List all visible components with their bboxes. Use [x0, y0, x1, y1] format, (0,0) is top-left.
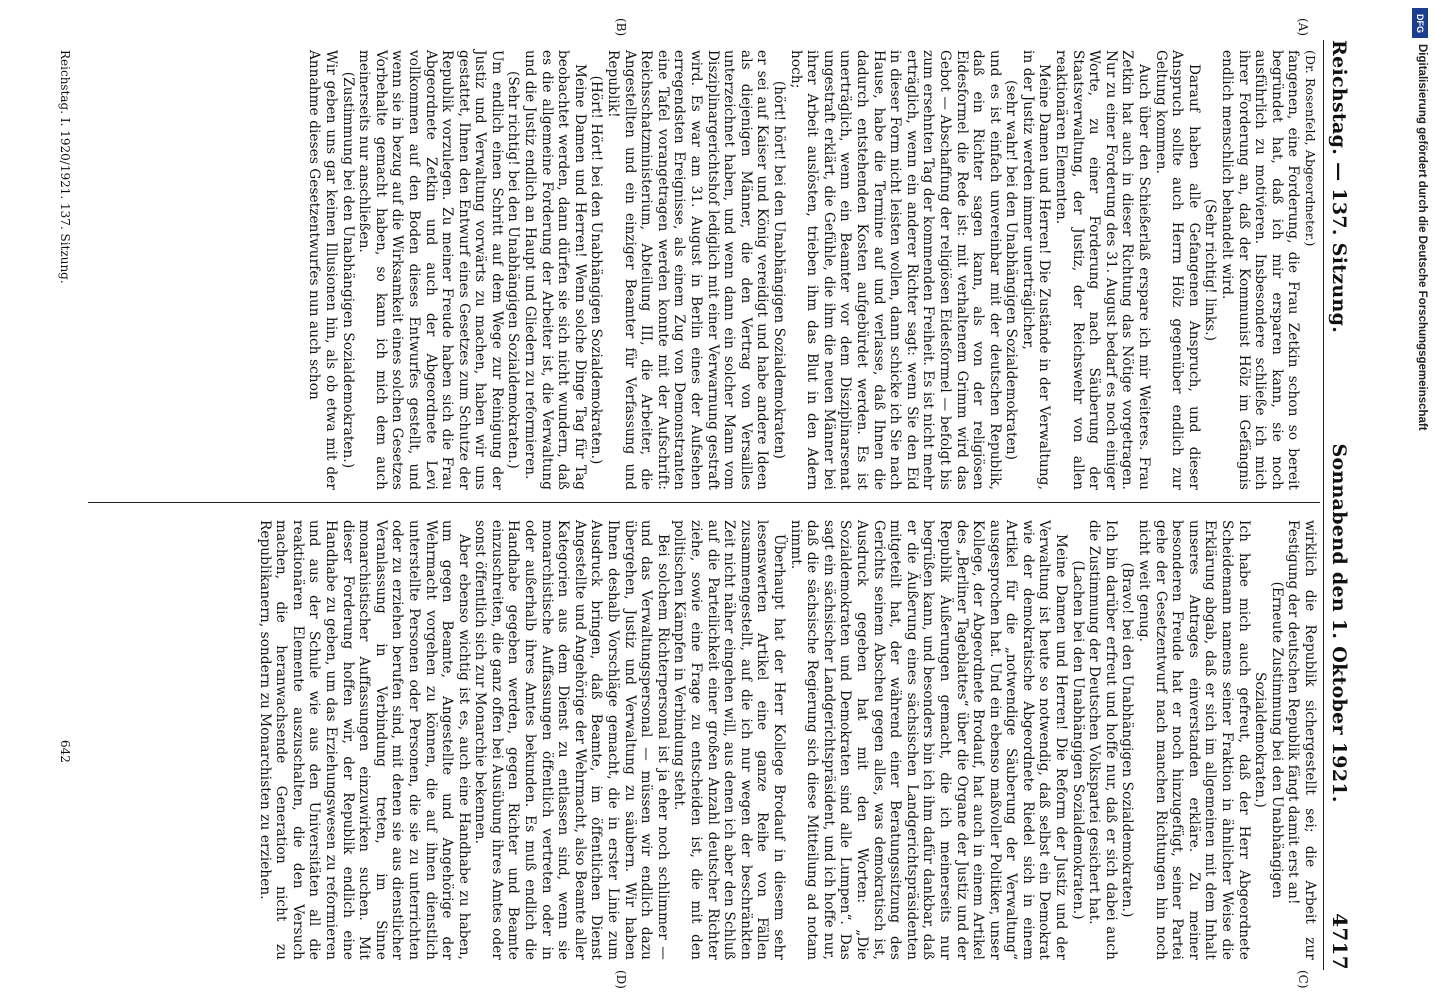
interjection: (sehr wahr! bei den Unabhängigen Sozialdemokraten)	[1003, 79, 1020, 461]
paragraph: Meine Damen und Herren! Wenn solche Dinge Tag für Tag beobachtet werden, dann dürfen sie sich nicht wundern, daß es die allgemeine Forderung der Arbeiter ist, die Verwaltung und die Justiz endlich an Haupt und Gliedern zu reformieren.	[522, 50, 588, 490]
dfg-banner	[1410, 4, 1432, 724]
dfg-logo: DFG	[1412, 8, 1428, 38]
column-divider	[88, 502, 1320, 503]
header-date: Sonnabend den 1. Oktober 1921.	[1328, 443, 1350, 803]
sheet-number: 642	[58, 740, 72, 763]
interjection: (Sehr richtig! bei den Unabhängigen Sozialdemokraten.)	[505, 71, 522, 469]
page-header	[1328, 40, 1360, 970]
paragraph: Um endlich einen Schritt auf dem Wege zur Reinigung der Justiz und Verwaltung vorwärts zu machen, haben wir uns gestattet, Ihnen den Entwurf eines Gesetzes zum Schutze der Republik vorzulegen. Zu meiner Freude haben sich die Frau Abgeordnete Zetkin und auch der Abgeordnete Levi vollkommen auf den Boden dieses Entwurfes gestellt, und wenn sie in bezug auf die Wirksamkeit eines solchen Gesetzes Vorbehalte gemacht haben, so kann ich mich dem auch meinerseits nur anschließen.	[356, 50, 505, 490]
interjection: (Sehr richtig! links.)	[1202, 198, 1219, 342]
marker-d: (D)	[614, 970, 628, 989]
interjection: (Lachen bei den Unabhängigen Sozialdemokraten.)	[1069, 560, 1086, 920]
paragraph: wirklich die Republik sichergestellt sei; die Arbeit zur Festigung der deutschen Republik fängt damit erst an!	[1285, 520, 1318, 960]
interjection: (Bravo! bei den Unabhängigen Sozialdemokraten.)	[1119, 562, 1136, 918]
paragraph: Bei solchem Richterpersonal ist ja eher noch schlimmer — und das Verwaltungspersonal — müssen wir endlich dazu übergehen, Justiz und Verwaltung zu säubern. Wir haben Ihnen deshalb Vorschläge gemacht, die in erster Linie zum Ausdruck bringen, daß Beamte, im öffentlichen Dienst Angestellte und Angehörige der Wehrmacht, also Beamte aller Kategorien aus dem Dienst zu entlassen sind, wenn sie monarchistische Auffassungen öffentlich vertreten oder in oder außerhalb ihres Amtes bekunden. Es muß endlich die Handhabe gegeben werden, gegen Richter und Beamte einzuschreiten, die ganz offen bei Ausübung ihres Amtes oder sonst öffentlich sich zur Monarchie bekennen.	[472, 520, 671, 960]
header-left: Reichstag. — 137. Sitzung.	[1328, 40, 1350, 334]
speaker-line: (Dr. Rosenfeld, Abgeordneter.)	[1303, 50, 1318, 247]
paragraph: Darauf haben alle Gefangenen Anspruch, und dieser Anspruch sollte auch Herrn Hölz gegenüber endlich zur Geltung kommen.	[1152, 50, 1202, 490]
paragraph: Überhaupt hat der Herr Kollege Brodauf in diesem sehr lesenswerten Artikel eine ganze Reihe von Fällen zusammengestellt, auf die ich nur wegen der beschränkten Zeit nicht näher eingehen will, aus denen ich aber den Schluß auf die Parteilichkeit einer großen Anzahl deutscher Richter ziehe, sowie eine Frage zu entscheiden ist, die mit den politischen Kämpfen in Verbindung steht.	[671, 520, 787, 960]
interjection: (Zustimmung bei den Unabhängigen Sozialdemokraten.)	[339, 71, 356, 469]
paragraph: Meine Damen und Herren! Die Zustände in der Verwaltung, in der Justiz werden immer unerträglicher,	[1019, 50, 1053, 490]
dfg-banner-text: Digitalisierung gefördert durch die Deutsche Forschungsgemeinschaft	[1416, 44, 1428, 431]
paragraph: Ich habe mich auch gefreut, daß der Herr Abgeordnete Scheidemann namens seiner Fraktion in ähnlicher Weise die Erklärung abgab, daß er sich im allgemeinen mit dem Inhalt unseres Antrages einverstanden erkläre. Zu meiner besonderen Freude hat er noch hinzugefügt, seiner Partei gehe der Gesetzentwurf nach manchen Richtungen hin noch nicht weit genug.	[1136, 520, 1252, 960]
page-footer: Reichstag. I. 1920/1921. 137. Sitzung.	[58, 50, 72, 284]
paragraph: Ich bin darüber erfreut und hoffe nur, daß er sich dabei auch die Zustimmung der Deutschen Volkspartei gesichert hat.	[1086, 520, 1119, 960]
paragraph: Aber ebenso wichtig ist es, auch eine Handhabe zu haben, um gegen Beamte, Angestellte und Angehörige der Wehrmacht vorgehen zu können, die auf ihnen dienstlich unterstellte Personen oder Personen, die sie zu unterrichten oder zu erziehen berufen sind, mit denen sie aus dienstlicher Veranlassung in Verbindung treten, im Sinne monarchistischer Auffassungen einzuwirken suchen. Mit dieser Forderung hoffen wir, der Republik endlich eine Handhabe zu geben, um das Erziehungswesen zu reformieren und aus der Schule wie aus den Universitäten all die reaktionären Elemente auszuschalten, die den Versuch machen, die heranwachsende Generation nicht zu Republikanern, sondern zu Monarchisten zu erziehen.	[256, 520, 472, 960]
left-column	[306, 50, 1318, 490]
interjection: (Erneute Zustimmung bei den Unabhängigen Sozialdemokraten.)	[1252, 581, 1285, 899]
paragraph: Meine Damen und Herren! Die Reform der Justiz und der Verwaltung ist heute so notwendig, daß selbst ein Demokrat wie der demokratische Abgeordnete Riedel sich in einem Artikel für die „notwendige Säuberung der Verwaltung“ ausgesprochen hat. Und ein ebenso maßvoller Politiker, unser Kollege, der Abgeordnete Brodauf, hat auch in einem Artikel des „Berliner Tageblattes“ über die Organe der Justiz und der Republik Äußerungen gemacht, die ich meinerseits nur begrüßen kann, und besonders bin ich ihm dafür dankbar, daß er die Äußerung eines sächsischen Landgerichtspräsidenten mitgeteilt hat, der während einer Beratungssitzung des Gerichts seinem Abscheu gegen alles, was demokratisch ist, Ausdruck gegeben hat mit den Worten: „Die Sozialdemokraten und Demokraten sind alle Lumpen“. Das sagt ein sächsischer Landgerichtspräsident, und ich hoffe nur, daß die sächsische Regierung sich diese Mitteilung ad notam nimmt.	[787, 520, 1070, 960]
marker-b: (B)	[614, 18, 628, 37]
paragraph: Auch über den Schießerlaß erspare ich mir Weiteres. Frau Zetkin hat auch in dieser Richtung das Nötige vorgetragen. Nur zu einer Forderung des 31. August bedarf es noch einiger Worte, zu einer Forderung nach Säuberung der Staatsverwaltung, der Justiz, der Reichswehr von allen reaktionären Elementen.	[1053, 50, 1153, 490]
marker-c: (C)	[1296, 970, 1310, 989]
page-number: 4717	[1328, 913, 1352, 970]
paragraph: fangenen, eine Forderung, die Frau Zetkin schon so bereit begründet hat, daß ich mir ersparen kann, sie noch ausführlich zu motivieren. Insbesondere schließe ich mich ihrer Forderung an, daß der Kommunist Hölz im Gefängnis endlich menschlich behandelt wird.	[1219, 50, 1302, 490]
header-rule	[1323, 40, 1324, 970]
paragraph: und es ist einfach unvereinbar mit der deutschen Republik, daß ein Richter sagen kann, als von der religiösen Eidesformel die Rede ist: mit verhaltenem Grimm wird das Gebot — Abschaffung der religiösen Eidesformel — befolgt bis zum ersehnten Tag der kommenden Freiheit. Es ist nicht mehr erträglich, wenn ein anderer Richter sagt: wenn Sie den Eid in dieser Form nicht leisten wollen, dann schicke ich Sie nach Hause, habe die Termine auf und verlasse, daß Ihnen die dadurch entstehenden Kosten aufgebürdet werden. Es ist unerträglich, wenn ein Beamter vor dem Disziplinarsenat ungestraft erklärt, die Gefühle, die ihm die neuen Männer bei ihrer Arbeit auslösten, trieben ihm das Blut in den Adern hoch;	[787, 50, 1003, 490]
paragraph: er sei auf Kaiser und König vereidigt und habe andere Ideen als diejenigen Männer, die den Vertrag von Versailles unterzeichnet haben, und wenn dann ein solcher Mann vom Disziplinargerichtshof lediglich mit einer Verwarnung gestraft wird. Es war am 31. August in Berlin eines der Aufsehen erregendsten Ereignisse, als einem Zug von Demonstranten eine Tafel vorangetragen werden konnte mit der Aufschrift: Reichsschatzministerium, Abteilung III, die Arbeiter, die Angestellten und ein einziger Beamter für Verfassung und Republik!	[605, 50, 771, 490]
right-column	[256, 520, 1318, 960]
interjection: (hört! hört! bei den Unabhängigen Sozialdemokraten)	[771, 80, 787, 460]
document-page	[48, 0, 1368, 1000]
interjection: (Hört! Hört! bei den Unabhängigen Sozialdemokraten.)	[588, 75, 605, 465]
paragraph: Wir geben uns gar keinen Illusionen hin, als ob etwa mit der Annahme dieses Gesetzentwurfes nun auch schon	[306, 50, 339, 490]
marker-a: (A)	[1296, 18, 1310, 37]
